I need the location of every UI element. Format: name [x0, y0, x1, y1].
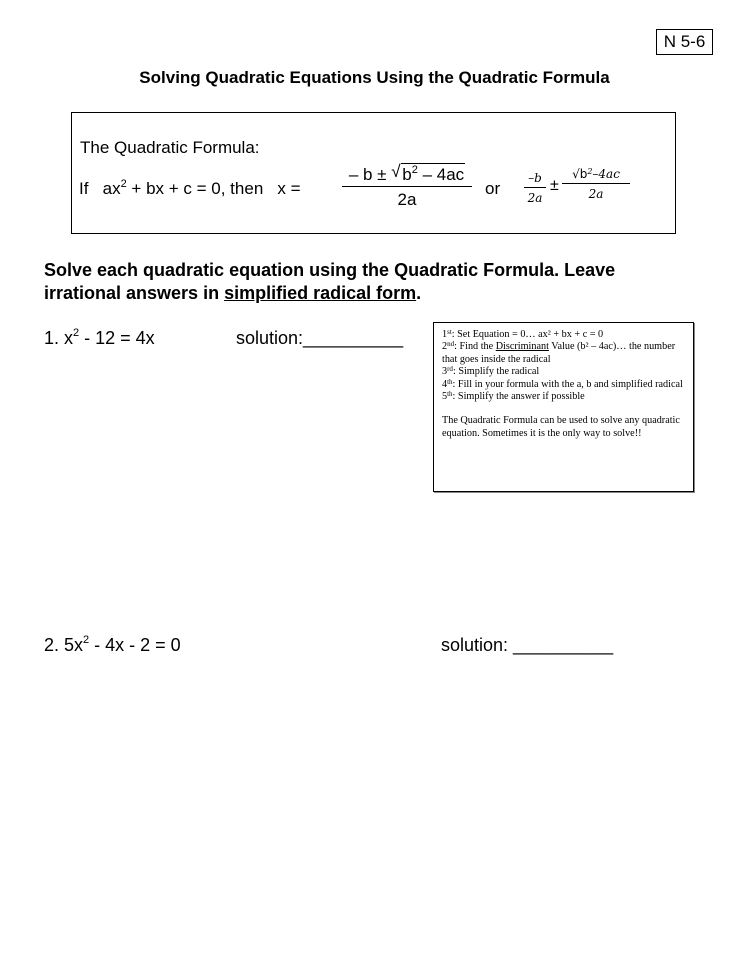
fraction-denominator: 2a	[397, 190, 417, 209]
alt-denominator-2: 2a	[588, 187, 604, 201]
radical	[391, 163, 465, 188]
problem-1-post: - 12 = 4x	[79, 328, 155, 348]
step-2-term: Discriminant	[495, 341, 549, 353]
alt-fraction-bar-1	[524, 187, 546, 188]
radical-sign-icon: √	[391, 162, 401, 181]
step-1-ord: st	[447, 328, 452, 336]
step-2-pre: : Find the	[454, 341, 496, 353]
alt-denominator-1: 2a	[527, 191, 543, 205]
solution-2-blank[interactable]: solution: __________	[441, 635, 614, 655]
instructions-underlined: simplified radical form	[224, 283, 417, 303]
plus-minus: ±	[550, 177, 559, 194]
page-title: Solving Quadratic Equations Using the Quadratic Formula	[139, 68, 610, 87]
step-4-num: 4	[442, 378, 448, 390]
step-5-text: : Simplify the answer if possible	[452, 391, 585, 403]
or-text: or	[485, 179, 501, 198]
alt-radical: √b	[572, 167, 588, 181]
steps-box	[433, 322, 694, 492]
formula-heading: The Quadratic Formula:	[80, 138, 260, 157]
numerator-pre: – b ±	[348, 165, 392, 184]
alt-fraction-bar-2	[562, 183, 630, 184]
alt-exponent: 2	[587, 167, 593, 176]
step-5-ord: th	[447, 390, 453, 399]
worksheet-code: N 5-6	[656, 29, 713, 55]
step-4	[442, 379, 685, 391]
step-3-num: 3	[442, 366, 448, 378]
formula-statement	[79, 179, 301, 199]
instructions-period: .	[416, 283, 422, 303]
step-4-ord: th	[447, 377, 453, 386]
formula-if-text: If ax	[79, 179, 121, 198]
alt-fraction-1	[524, 171, 546, 205]
solution-1-blank[interactable]: solution:__________	[236, 328, 404, 348]
step-5-num: 5	[442, 391, 448, 403]
formula-box	[71, 112, 676, 234]
problem-1-exponent: 2	[73, 327, 80, 339]
problem-2-pre: 2. 5x	[44, 635, 84, 655]
instructions-text: Solve each quadratic equation using the Quadratic Formula. Leave irrational answers in	[44, 260, 616, 303]
step-2-num: 2	[442, 341, 448, 353]
step-3-text: : Simplify the radical	[452, 366, 540, 378]
problem-1	[44, 328, 155, 349]
fraction-numerator	[342, 163, 472, 185]
formula-if-rest: + bx + c = 0, then x =	[126, 179, 301, 198]
problem-2	[44, 635, 181, 656]
step-5	[442, 391, 685, 403]
step-2	[442, 341, 685, 366]
alt-radicand-rest: –4ac	[592, 167, 620, 181]
step-3	[442, 366, 685, 378]
step-1-text: : Set Equation = 0… ax² + bx + c = 0	[451, 329, 604, 340]
steps-note: The Quadratic Formula can be used to solve any quadratic equation. Sometimes it is the only way to solve!!	[442, 415, 680, 439]
step-1	[442, 329, 685, 341]
formula-if-exponent: 2	[120, 178, 127, 190]
quadratic-fraction	[342, 163, 472, 210]
radicand-rest: – 4ac	[417, 165, 465, 184]
radicand-exponent: 2	[411, 164, 418, 176]
problem-1-pre: 1. x	[44, 328, 74, 348]
alt-numerator-1: –b	[528, 171, 542, 185]
step-1-num: 1	[442, 329, 448, 340]
instructions	[44, 259, 694, 305]
alt-fraction-2	[562, 167, 630, 201]
step-2-ord: nd	[447, 340, 455, 349]
problem-2-exponent: 2	[83, 634, 90, 646]
step-2-post: Value (b² – 4ac)… the number that goes inside the radical	[442, 341, 676, 365]
problem-2-post: - 4x - 2 = 0	[89, 635, 181, 655]
radicand-b: b	[402, 165, 412, 184]
step-3-ord: rd	[447, 365, 453, 374]
alt-numerator-2	[562, 167, 630, 181]
step-4-text: : Fill in your formula with the a, b and simplified radical	[452, 378, 683, 390]
